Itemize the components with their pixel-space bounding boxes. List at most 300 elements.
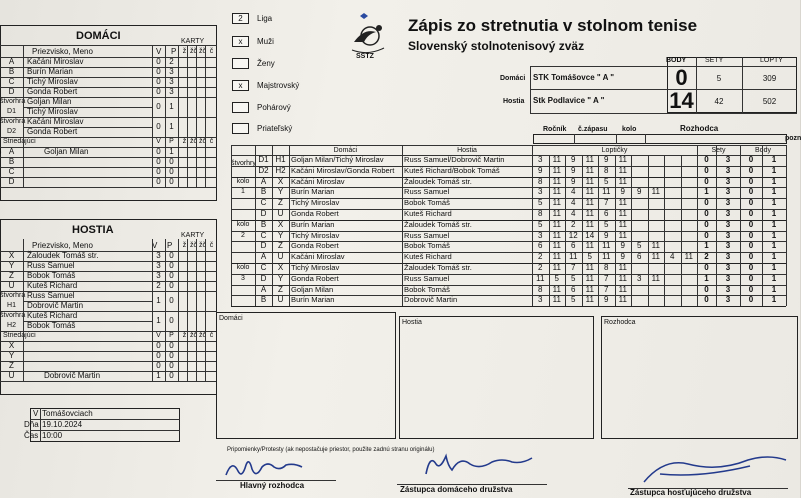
home-subs-col-p: P — [169, 138, 174, 145]
away-sub-wins: 0 — [156, 351, 161, 360]
away-sub-wins: 0 — [156, 341, 161, 350]
league-label: Liga — [257, 14, 273, 23]
home-sub-name: Goljan Milan — [44, 147, 89, 156]
row-ball-score: 11 — [618, 284, 627, 294]
row-sets-away: 3 — [725, 252, 731, 262]
row-home-slot: D — [260, 241, 267, 251]
away-team-name: Stk Podlavice " A " — [533, 96, 605, 105]
away-doubles-name-1: Russ Samuel — [27, 291, 75, 300]
row-sets-home: 0 — [704, 165, 709, 175]
row-ball-score: 4 — [571, 198, 576, 208]
away-doubles-losses: 0 — [169, 316, 174, 325]
home-sub-losses: 0 — [169, 157, 174, 166]
home-col-karty: KARTY — [181, 38, 205, 45]
notes-away-label: Hostia — [402, 319, 422, 326]
away-subs-card-col-1: žč — [190, 332, 197, 339]
row-ball-score: 5 — [554, 273, 559, 283]
row-ball-score: 11 — [684, 252, 693, 262]
row-away-player: Kuteš Richard — [404, 209, 452, 218]
row-home-player: Burín Marian — [291, 219, 335, 229]
row-home-player: Gonda Robert — [291, 241, 339, 251]
row-points-home: 0 — [748, 155, 754, 164]
row-ball-score: 9 — [604, 155, 609, 164]
row-home-player: Gonda Robert — [291, 273, 339, 283]
row-away-player: Dobrovič Martin — [404, 295, 458, 305]
row-ball-score: 6 — [538, 241, 543, 251]
label-referee: Rozhodca — [680, 124, 719, 133]
row-ball-score: 11 — [585, 165, 594, 175]
away-player-losses: 0 — [169, 251, 174, 260]
row-away-player: Kuteš Richard — [404, 252, 452, 262]
notes-home-box[interactable] — [216, 312, 396, 439]
away-card-col-1: žč — [190, 242, 197, 249]
header-balls: Loptičky — [601, 147, 628, 154]
home-team-label: Domáci — [500, 75, 526, 82]
notes-home-label: Domáci — [219, 315, 243, 322]
away-sub-losses: 0 — [169, 341, 174, 350]
row-ball-score: 11 — [585, 273, 594, 283]
row-points-away: 1 — [771, 241, 777, 251]
home-card-col-0: ž — [182, 48, 187, 55]
row-ball-score: 11 — [602, 252, 611, 262]
championship-checkbox[interactable]: x — [232, 80, 249, 91]
row-ball-score: 4 — [670, 252, 675, 262]
away-sub-name: Dobrovič Martin — [44, 371, 101, 380]
row-ball-score: 11 — [585, 198, 594, 208]
home-player-losses: 3 — [169, 77, 174, 86]
row-home-slot: B — [260, 295, 267, 305]
row-ball-score: 5 — [538, 219, 543, 229]
row-group-label: 1 — [241, 188, 245, 196]
row-home-player: Tichý Miroslav — [291, 198, 340, 208]
row-ball-score: 11 — [585, 187, 594, 197]
home-sub-slot: A — [8, 147, 15, 156]
away-player-losses: 0 — [169, 261, 174, 270]
home-player-losses: 3 — [169, 87, 174, 96]
row-sets-away: 3 — [725, 198, 731, 208]
row-points-away: 1 — [771, 176, 777, 186]
home-roster-title: DOMÁCI — [76, 30, 121, 42]
home-doubles-code: D2 — [7, 128, 16, 135]
home-sub-number — [0, 147, 1, 157]
row-points-home: 0 — [748, 165, 754, 175]
row-sets-away: 3 — [725, 155, 731, 164]
label-note: pozn — [785, 135, 801, 142]
row-ball-score: 11 — [585, 209, 594, 218]
row-away-player: Žaloudek Tomáš str. — [404, 176, 472, 186]
home-player-slot: B — [8, 67, 15, 76]
away-sub-wins: 0 — [156, 361, 161, 370]
row-away-slot: Y — [277, 273, 284, 283]
row-away-player: Žaloudek Tomáš str. — [404, 263, 472, 272]
away-player-wins: 3 — [156, 261, 161, 270]
row-ball-score: 8 — [538, 284, 543, 294]
row-home-player: Gonda Robert — [291, 209, 339, 218]
row-home-player: Goljan Milan — [291, 284, 334, 294]
women-label: Ženy — [257, 59, 275, 68]
row-away-slot: U — [277, 209, 284, 218]
home-player-wins: 0 — [156, 67, 161, 76]
row-ball-score: 9 — [538, 165, 543, 175]
row-ball-score: 5 — [571, 273, 576, 283]
away-subs-col-p: P — [169, 332, 174, 339]
row-away-slot: X — [277, 176, 284, 186]
notes-referee-label: Rozhodca — [604, 319, 636, 326]
home-sub-wins: 0 — [156, 147, 161, 156]
home-subs-col-v: V — [156, 138, 161, 145]
away-sub-slot: Z — [9, 361, 14, 370]
place-value: Tomášovciach — [42, 409, 93, 418]
home-doubles-name-2: Gonda Robert — [27, 127, 78, 136]
row-home-player: Kačáni Miroslav — [291, 176, 345, 186]
away-doubles-wins: 1 — [156, 316, 161, 325]
notes-referee-box[interactable] — [601, 316, 798, 439]
row-group-label: 3 — [241, 274, 245, 282]
row-away-slot: Z — [278, 284, 283, 294]
row-sets-away: 3 — [725, 219, 731, 229]
away-doubles-losses: 0 — [169, 296, 174, 305]
row-ball-score: 14 — [585, 230, 595, 240]
row-ball-score: 4 — [571, 209, 576, 218]
document-subtitle: Slovenský stolnotenisový zväz — [408, 39, 585, 53]
away-doubles-wins: 1 — [156, 296, 161, 305]
row-ball-score: 5 — [538, 198, 543, 208]
row-away-player: Kuteš Richard/Bobok Tomáš — [404, 165, 500, 175]
row-home-slot: B — [260, 187, 267, 197]
row-ball-score: 2 — [538, 252, 543, 262]
away-roster-title: HOSTIA — [72, 224, 114, 236]
row-home-slot: D2 — [258, 165, 269, 175]
away-card-col-3: č — [209, 242, 214, 249]
away-balls: 502 — [762, 97, 777, 106]
away-doubles-name-1: Kuteš Richard — [27, 311, 78, 320]
home-player-wins: 0 — [156, 87, 161, 96]
men-checkbox[interactable]: x — [232, 36, 249, 47]
row-away-slot: H1 — [275, 155, 286, 164]
home-player-losses: 2 — [169, 57, 174, 66]
row-ball-score: 11 — [651, 241, 660, 251]
home-sub-losses: 0 — [169, 167, 174, 176]
row-points-away: 1 — [771, 263, 777, 272]
row-ball-score: 11 — [585, 176, 594, 186]
row-points-away: 1 — [771, 295, 777, 305]
away-doubles-code: H2 — [7, 322, 16, 329]
home-doubles-name-2: Tichý Miroslav — [27, 107, 78, 116]
row-sets-away: 3 — [725, 176, 731, 186]
row-ball-score: 11 — [569, 252, 578, 262]
away-subs-col-v: V — [156, 332, 161, 339]
row-ball-score: 11 — [618, 295, 627, 305]
away-subs-card-col-3: č — [209, 332, 214, 339]
cup-checkbox[interactable] — [232, 102, 249, 113]
row-ball-score: 3 — [538, 295, 543, 305]
row-ball-score: 11 — [552, 263, 561, 272]
row-sets-away: 3 — [725, 241, 731, 251]
home-player-slot: C — [8, 77, 15, 86]
home-team-name: STK Tomášovce " A " — [533, 73, 615, 82]
time-value: 10:00 — [42, 431, 63, 440]
row-ball-score: 11 — [651, 273, 660, 283]
row-sets-home: 0 — [704, 198, 709, 208]
row-points-away: 1 — [771, 187, 777, 197]
row-home-slot: B — [260, 219, 267, 229]
row-points-home: 0 — [748, 295, 754, 305]
score-col-lopty: LOPTY — [760, 57, 783, 64]
row-home-slot: C — [260, 198, 267, 208]
home-subs-card-col-2: žč — [199, 138, 206, 145]
men-label: Muži — [257, 37, 274, 46]
row-ball-score: 11 — [618, 176, 627, 186]
away-sub-wins: 1 — [156, 371, 161, 380]
row-ball-score: 9 — [637, 187, 642, 197]
row-sets-home: 0 — [704, 219, 709, 229]
home-player-losses: 3 — [169, 67, 174, 76]
row-home-slot: C — [260, 230, 267, 240]
away-player-slot: Y — [8, 261, 15, 270]
home-sub-slot: D — [8, 177, 15, 186]
row-away-slot: Y — [277, 230, 284, 240]
row-ball-score: 3 — [637, 273, 642, 283]
row-ball-score: 11 — [552, 155, 561, 164]
row-ball-score: 2 — [571, 219, 576, 229]
row-sets-home: 0 — [704, 263, 709, 272]
row-points-away: 1 — [771, 165, 777, 175]
row-ball-score: 11 — [552, 176, 561, 186]
row-sets-away: 3 — [725, 209, 731, 218]
referee-signature-label: Hlavný rozhodca — [240, 481, 305, 490]
home-balls: 309 — [762, 74, 777, 83]
row-home-slot: D — [260, 209, 267, 218]
home-col-name: Priezvisko, Meno — [32, 47, 93, 56]
row-sets-home: 2 — [704, 252, 709, 262]
home-player-slot: D — [8, 87, 15, 96]
document-title: Zápis zo stretnutia v stolnom tenise — [408, 16, 698, 35]
row-home-slot: D1 — [258, 155, 269, 164]
label-rocnik: Ročník — [543, 126, 567, 133]
away-doubles-label: štvorhra — [0, 292, 26, 299]
home-player-name: Burín Marian — [27, 67, 73, 76]
row-away-player: Russ Samuel — [404, 230, 450, 240]
row-ball-score: 7 — [571, 263, 576, 272]
label-round: kolo — [622, 126, 637, 133]
row-home-slot: A — [260, 176, 267, 186]
away-col-name: Priezvisko, Meno — [32, 241, 93, 250]
home-subs-card-col-3: č — [209, 138, 214, 145]
away-player-name: Žaloudek Tomáš str. — [27, 251, 99, 260]
row-ball-score: 11 — [618, 230, 627, 240]
notes-away-box[interactable] — [399, 316, 594, 439]
home-player-name: Kačáni Miroslav — [27, 57, 84, 66]
home-rep-signature — [420, 448, 540, 483]
row-ball-score: 4 — [571, 187, 576, 197]
row-ball-score: 2 — [538, 263, 543, 272]
row-ball-score: 11 — [552, 219, 561, 229]
row-sets-away: 3 — [725, 273, 731, 283]
row-sets-away: 3 — [725, 165, 731, 175]
row-ball-score: 9 — [620, 187, 625, 197]
row-sets-away: 3 — [725, 187, 731, 197]
home-sub-losses: 0 — [169, 177, 174, 186]
home-sets: 5 — [716, 74, 722, 83]
row-away-slot: Z — [278, 198, 283, 208]
home-doubles-name-1: Kačáni Miroslav — [27, 117, 84, 126]
row-points-home: 0 — [748, 263, 754, 272]
row-ball-score: 11 — [618, 198, 627, 208]
row-sets-home: 0 — [704, 209, 709, 218]
row-home-player: Tichý Miroslav — [291, 263, 340, 272]
row-away-player: Russ Samuel — [404, 273, 450, 283]
row-ball-score: 11 — [585, 295, 594, 305]
row-ball-score: 6 — [571, 284, 576, 294]
away-team-label: Hostia — [503, 98, 525, 105]
row-points-away: 1 — [771, 284, 777, 294]
home-subs-label: Striedajúci — [3, 138, 36, 145]
row-away-player: Russ Samuel/Dobrovič Martin — [404, 155, 505, 164]
home-sub-slot: C — [8, 167, 15, 176]
row-ball-score: 11 — [585, 155, 594, 164]
place-label: V — [33, 409, 39, 418]
row-ball-score: 11 — [552, 165, 561, 175]
away-rep-signature-label: Zástupca hosťujúceho družstva — [630, 488, 752, 497]
row-ball-score: 7 — [604, 284, 609, 294]
row-ball-score: 11 — [585, 263, 594, 272]
row-sets-away: 3 — [725, 295, 731, 305]
row-home-slot: C — [260, 263, 267, 272]
row-ball-score: 9 — [604, 230, 609, 240]
row-away-player: Bobok Tomáš — [404, 198, 450, 208]
row-ball-score: 7 — [604, 198, 609, 208]
row-ball-score: 11 — [618, 273, 627, 283]
row-home-slot: A — [260, 284, 267, 294]
row-points-away: 1 — [771, 273, 777, 283]
away-player-slot: X — [8, 251, 15, 260]
home-doubles-wins: 0 — [156, 102, 161, 111]
row-group-label: kolo — [236, 220, 250, 228]
away-sub-losses: 0 — [169, 351, 174, 360]
row-away-slot: X — [277, 263, 284, 272]
row-sets-away: 3 — [725, 230, 731, 240]
home-doubles-code: D1 — [7, 108, 16, 115]
women-checkbox[interactable] — [232, 58, 249, 69]
championship-label: Majstrovský — [257, 81, 300, 90]
row-ball-score: 11 — [552, 252, 561, 262]
row-ball-score: 11 — [552, 198, 561, 208]
away-sub-slot: Y — [8, 351, 15, 360]
header-home: Domáci — [333, 147, 358, 154]
row-away-player: Bobok Tomáš — [404, 284, 450, 294]
row-points-home: 0 — [748, 241, 754, 251]
row-ball-score: 11 — [618, 209, 627, 218]
row-points-home: 0 — [748, 230, 754, 240]
away-player-losses: 0 — [169, 271, 174, 280]
row-home-player: Burín Marian — [291, 295, 335, 305]
row-ball-score: 11 — [585, 284, 594, 294]
row-ball-score: 11 — [552, 187, 561, 197]
row-home-slot: D — [260, 273, 267, 283]
home-doubles-losses: 1 — [169, 102, 174, 111]
row-sets-away: 3 — [725, 284, 731, 294]
date-value: 19.10.2024 — [42, 420, 83, 429]
row-ball-score: 5 — [587, 252, 592, 262]
cup-label: Pohárový — [257, 103, 291, 112]
row-home-slot: A — [260, 252, 267, 262]
away-points: 14 — [669, 88, 694, 113]
row-home-player: Kačáni Miroslav — [291, 252, 345, 262]
row-ball-score: 9 — [620, 241, 625, 251]
row-ball-score: 6 — [637, 252, 642, 262]
row-ball-score: 11 — [618, 165, 627, 175]
home-card-col-2: žč — [199, 48, 206, 55]
logo-text: SSTZ — [356, 53, 374, 60]
row-ball-score: 8 — [538, 176, 543, 186]
away-sets: 42 — [714, 97, 724, 106]
score-col-body: BODY — [666, 57, 687, 64]
row-points-away: 1 — [771, 198, 777, 208]
row-group-label: kolo — [236, 264, 250, 271]
row-sets-away: 3 — [725, 263, 731, 272]
row-ball-score: 8 — [604, 263, 609, 272]
home-subs-card-col-0: ž — [182, 138, 187, 145]
row-away-player: Žaloudek Tomáš str. — [404, 219, 472, 229]
home-doubles-label: štvorhra — [0, 118, 26, 125]
row-ball-score: 9 — [571, 176, 576, 186]
home-col-p: P — [171, 47, 177, 56]
away-doubles-name-2: Bobok Tomáš — [27, 321, 76, 330]
away-card-col-0: ž — [182, 242, 187, 249]
away-player-slot: Z — [9, 271, 14, 280]
row-ball-score: 8 — [604, 165, 609, 175]
row-home-player: Kačáni Miroslav/Gonda Robert — [291, 165, 395, 175]
away-col-v: V — [152, 241, 158, 250]
home-sub-wins: 0 — [156, 167, 161, 176]
away-subs-card-col-2: žč — [199, 332, 206, 339]
row-ball-score: 3 — [538, 187, 543, 197]
away-player-losses: 0 — [169, 281, 174, 290]
row-ball-score: 9 — [571, 155, 576, 164]
label-match-number: č.zápasu — [578, 126, 608, 133]
home-player-slot: A — [8, 57, 15, 66]
friendly-checkbox[interactable] — [232, 123, 249, 134]
away-sub-slot: U — [8, 371, 15, 380]
row-ball-score: 11 — [602, 187, 611, 197]
row-ball-score: 11 — [585, 241, 594, 251]
row-ball-score: 11 — [618, 155, 627, 164]
row-ball-score: 6 — [571, 241, 576, 251]
away-player-wins: 3 — [156, 251, 161, 260]
row-ball-score: 11 — [552, 284, 561, 294]
row-ball-score: 11 — [651, 187, 660, 197]
row-points-away: 1 — [771, 209, 777, 218]
friendly-label: Priateľský — [257, 124, 293, 133]
row-group-label: kolo — [236, 177, 250, 185]
row-ball-score: 7 — [604, 273, 609, 283]
league-field[interactable]: 2 — [232, 13, 249, 24]
row-ball-score: 11 — [602, 241, 611, 251]
row-ball-score: 5 — [604, 219, 609, 229]
away-player-wins: 2 — [156, 281, 161, 290]
row-ball-score: 5 — [604, 176, 609, 186]
row-ball-score: 11 — [552, 209, 561, 218]
score-col-sety: SETY — [705, 57, 724, 64]
away-sub-losses: 0 — [169, 371, 174, 380]
row-points-away: 1 — [771, 252, 777, 262]
row-ball-score: 11 — [552, 230, 561, 240]
row-away-slot: Z — [278, 241, 283, 251]
row-points-home: 0 — [748, 252, 754, 262]
home-rep-signature-label: Zástupca domáceho družstva — [400, 485, 513, 494]
row-ball-score: 12 — [568, 230, 578, 240]
row-ball-score: 11 — [618, 263, 627, 272]
